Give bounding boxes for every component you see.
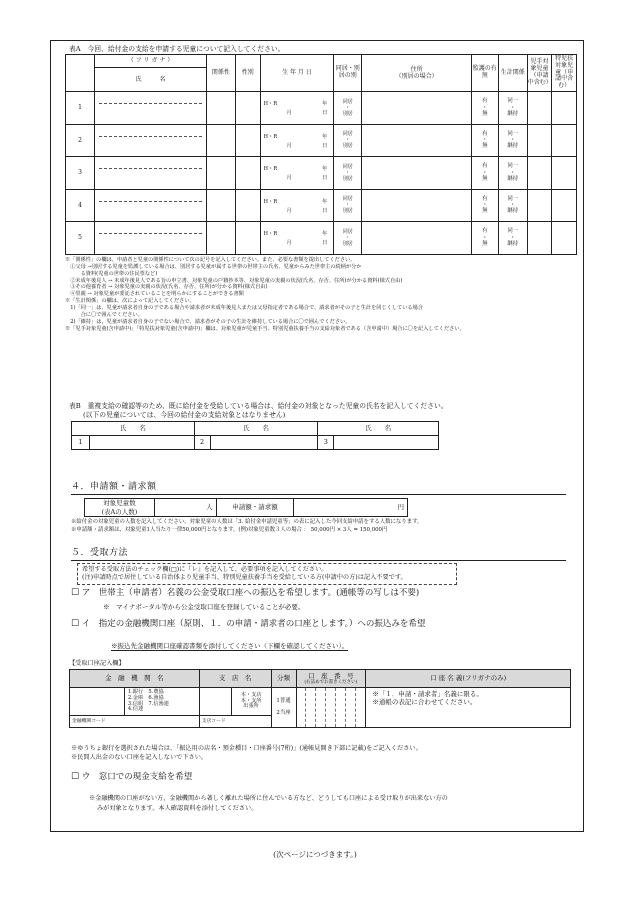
address-field[interactable] (362, 222, 472, 255)
care-yes: 有 (482, 98, 488, 105)
account-number-field[interactable] (296, 688, 366, 728)
child-name-field[interactable] (95, 92, 207, 125)
livelihood-maintain: 継持 (507, 175, 519, 182)
child-name-field[interactable] (95, 157, 207, 190)
table-a (65, 54, 577, 255)
cohab-opt-dot: ・ (345, 234, 351, 241)
address-field[interactable] (362, 92, 472, 125)
table-b-num-1: 1 (72, 436, 90, 450)
cohab-opt-1: 同居 (342, 98, 353, 105)
table-a-title: 表A 今回、給付金の支給を申請する児童について記入してください。 (69, 45, 285, 53)
livelihood-maintain: 継持 (507, 208, 519, 215)
account-digit-box[interactable] (336, 688, 346, 727)
table-a-row (66, 189, 577, 222)
option-a-note: ※ マイナポータル等から公金受取口座を登録していることが必要。 (103, 603, 305, 611)
account-holder-header: 口 座 名 義(フリガナのみ) (366, 670, 571, 688)
furigana-divider (99, 103, 202, 104)
sex-header: 性別 (235, 55, 260, 92)
dob-month: 月 (286, 207, 292, 214)
cohab-opt-2: 別居 (342, 143, 353, 150)
care-yes: 有 (482, 130, 488, 137)
care-header: 監護の有無 (471, 55, 498, 92)
dob-day: 日 (322, 175, 328, 181)
livelihood-dot: ・ (510, 169, 516, 176)
page-footer: (次ページにつづきます。) (273, 850, 357, 859)
livelihood-maintain: 継持 (507, 240, 519, 247)
address-header: 住所 （別居の場合） (362, 55, 472, 92)
table-a-row (66, 222, 577, 255)
receipt-notice-2: (注)申請時点で居住している自治体より児童手当、特別児童扶養手当を受給している方(申請中の方)は記入不要です。 (82, 574, 407, 582)
dob-field[interactable] (260, 222, 334, 255)
relation-field[interactable] (206, 92, 235, 125)
cohab-opt-2: 別居 (342, 110, 353, 117)
row-number: 2 (66, 124, 95, 157)
cohab-option[interactable] (334, 124, 362, 157)
cohab-option[interactable] (334, 189, 362, 222)
address-field[interactable] (362, 189, 472, 222)
section-4-note-2: ※申請額・請求額は、対象児童1人当たり一律50,000円となります。(例)対象児童数３人の場合 ： 50,000円 × 3人 = 150,000円 (71, 527, 388, 533)
account-digit-box[interactable] (326, 688, 336, 727)
cohab-opt-1: 同居 (342, 228, 353, 235)
bank-name-header: 金 融 機 関 名 (70, 670, 200, 688)
care-dot: ・ (482, 234, 488, 241)
dob-field[interactable] (260, 92, 334, 125)
dob-field[interactable] (260, 124, 334, 157)
cohab-opt-1: 同居 (342, 196, 353, 203)
care-option[interactable] (471, 92, 498, 125)
option-u (71, 772, 192, 783)
table-b (71, 421, 439, 450)
dob-year: 年 (322, 166, 328, 172)
account-digit-box[interactable] (346, 688, 356, 727)
receipt-notice-box (77, 563, 457, 585)
dob-day: 日 (322, 110, 328, 116)
dob-field[interactable] (260, 157, 334, 190)
relation-header: 関係性 (206, 55, 235, 92)
dob-month: 月 (286, 175, 292, 181)
address-field[interactable] (362, 124, 472, 157)
child-count-label (85, 499, 155, 517)
furigana-header: （ フ リ ガ ナ ） (95, 55, 207, 68)
option-a-checkbox[interactable]: ☐ (71, 588, 80, 598)
livelihood-dot: ・ (510, 234, 516, 241)
table-a-note-line: ※「児手対象児童(含申請中)」「特児扶対象児童(含申請中)」欄は、対象児童が児童手当、特別児童扶養手当の支給対象者である（含申請中）場合に〇を記入してください。 (65, 325, 465, 332)
account-note-1: ※ゆうちょ銀行を選択された場合は、「振込用の店名・預金種目・口座番号(7桁)」(通帳見開き下部に記載)をご記入ください。 (71, 745, 422, 752)
target1-header: 児手対象児童（申請中含む） (527, 55, 552, 92)
table-a-note-line: 合に〇で囲んでください。 (65, 311, 143, 318)
account-note-2: ※民間人出金のない口座を記入しないで下さい。 (71, 754, 208, 761)
cohab-option[interactable] (334, 92, 362, 125)
amount-label: 申請額・請求額 (216, 499, 294, 517)
target1-field[interactable] (527, 189, 552, 222)
livelihood-option[interactable] (498, 124, 527, 157)
child-count-label-2: (表Aの人数) (101, 507, 138, 516)
target2-field[interactable] (552, 124, 577, 157)
target2-field[interactable] (552, 92, 577, 125)
section-5-divider (71, 560, 566, 561)
livelihood-header: 生計関係 (498, 55, 527, 92)
dob-day: 日 (322, 207, 328, 214)
account-type-options[interactable] (271, 688, 296, 728)
table-a-note-line: 2)「維持」は、児童が請求者自身の子でない場合で、請求者がその子の生計を維持している場合に〇で囲んでください。 (65, 318, 351, 325)
account-number-digits (297, 688, 366, 727)
sex-field[interactable] (235, 189, 260, 222)
dob-month: 月 (286, 240, 292, 246)
target1-field[interactable] (527, 92, 552, 125)
livelihood-maintain: 継持 (507, 110, 519, 117)
table-b-name-header-2: 氏 名 (194, 422, 318, 436)
branch-name-field[interactable] (199, 688, 231, 716)
livelihood-option[interactable] (498, 92, 527, 125)
livelihood-option[interactable] (498, 189, 527, 222)
account-type-ordinary: 1普通 (276, 697, 291, 704)
table-a-row (66, 124, 577, 157)
branch-type-options: 本・支店 本・支所 出張所 (231, 688, 271, 716)
care-dot: ・ (482, 137, 488, 144)
livelihood-option[interactable] (498, 222, 527, 255)
branch-code-label: 支店コード (201, 718, 226, 724)
livelihood-same: 同一 (507, 195, 519, 202)
table-a-note-line: る資料(児童の世帯の住民票など) (65, 270, 158, 277)
amount-table (84, 498, 408, 517)
account-table (69, 669, 571, 728)
cohab-opt-2: 別居 (342, 175, 353, 182)
table-a-row (66, 157, 577, 190)
section-4-divider (71, 494, 566, 495)
care-option[interactable] (471, 157, 498, 190)
address-field[interactable] (362, 157, 472, 190)
option-i-label: イ 指定の金融機関口座（原則、１．の申請・請求者の口座とします。）への振込みを希望 (81, 619, 426, 629)
unit-people: 人 (206, 503, 213, 512)
bank-type-options: 1.銀行 5.農協 2.金庫 6.漁協 3.信組 7.信漁連 4.信連 (124, 688, 199, 716)
child-name-field[interactable] (95, 222, 207, 255)
care-no: 無 (482, 175, 488, 182)
option-i (71, 619, 425, 630)
row-number-header (66, 55, 95, 92)
sex-field[interactable] (235, 92, 260, 125)
table-b-name-field-1[interactable] (89, 436, 194, 450)
furigana-divider (99, 136, 202, 137)
dob-field[interactable] (260, 189, 334, 222)
dob-month: 月 (286, 110, 292, 116)
row-number: 3 (66, 157, 95, 190)
table-a-row (66, 92, 577, 125)
dob-header: 生 年 月 日 (260, 55, 334, 92)
livelihood-dot: ・ (510, 202, 516, 208)
account-digit-box[interactable] (316, 688, 326, 727)
account-holder-note-2: ※通帳の表記に合わせてください。 (372, 698, 477, 707)
dob-era: H・R (263, 101, 278, 107)
target2-header: 特児扶対象児童（申請中含む） (552, 55, 577, 92)
care-option[interactable] (471, 124, 498, 157)
dob-era: H・R (263, 133, 278, 140)
account-holder-field[interactable] (366, 688, 571, 728)
account-number-header (296, 670, 366, 688)
livelihood-dot: ・ (510, 137, 516, 143)
form-frame (50, 40, 584, 832)
care-option[interactable] (471, 189, 498, 222)
furigana-divider (99, 168, 202, 169)
cohab-opt-dot: ・ (345, 137, 351, 144)
target2-field[interactable] (552, 157, 577, 190)
option-u-label: ウ 窓口での現金支給を希望 (81, 772, 193, 782)
table-b-subtitle: (以下の児童については、今回の給付金の支給対象とはなりません) (83, 411, 286, 419)
care-dot: ・ (482, 202, 488, 209)
cohab-opt-dot: ・ (345, 104, 351, 111)
table-a-note-line: ※「関係性」の欄は、申請者と児童の関係性について次の記号を記入してください。また、必要な書類を提出してください。 (65, 257, 356, 263)
child-name-field[interactable] (95, 124, 207, 157)
table-b-num-2: 2 (194, 436, 210, 450)
care-no: 無 (482, 208, 488, 215)
name-header: 氏 名 (95, 68, 207, 92)
section-5-title: ５．受取方法 (71, 548, 129, 558)
dob-year: 年 (322, 133, 328, 140)
option-i-checkbox[interactable]: ☐ (71, 619, 80, 629)
table-b-name-header-3: 氏 名 (318, 422, 439, 436)
table-a-note-line: ①父母 →別居する児童を監護している場合は、別居する児童が属する世帯の世帯主の氏名、児童からみた世帯主の続柄が分か (65, 263, 362, 270)
branch-code-field[interactable] (199, 716, 271, 728)
cohab-opt-2: 別居 (342, 240, 353, 247)
row-number: 1 (66, 92, 95, 125)
livelihood-option[interactable] (498, 157, 527, 190)
cohab-opt-1: 同居 (342, 163, 353, 170)
relation-field[interactable] (206, 189, 235, 222)
bank-code-label: 金融機関コード (72, 718, 106, 724)
table-a-note-line: ※「生計関係」の欄は、次によって記入してください。 (65, 298, 195, 305)
bank-name-field[interactable] (70, 688, 125, 716)
livelihood-same: 同一 (507, 98, 519, 105)
table-a-note-line: ④里親 → 対象児童が委託されていることを明らかにすることができる書類 (65, 291, 244, 298)
table-b-name-header-1: 氏 名 (72, 422, 195, 436)
livelihood-same: 同一 (507, 228, 519, 235)
relation-field[interactable] (206, 157, 235, 190)
furigana-divider (99, 201, 202, 202)
section-4-title: ４．申請額・請求額 (71, 482, 157, 492)
account-digit-box[interactable] (356, 688, 365, 727)
care-no: 無 (482, 240, 488, 247)
child-count-label-1: 対象児童数 (103, 499, 136, 508)
table-a-notes (65, 257, 580, 332)
livelihood-dot: ・ (510, 104, 516, 111)
target1-field[interactable] (527, 124, 552, 157)
dob-era: H・R (263, 231, 278, 237)
table-b-title: 表B 重複支給の確認等のため、既に給付金を受給している場合は、給付金の対象となった児童の氏名を記入してください。 (69, 402, 448, 410)
target2-field[interactable] (552, 189, 577, 222)
cohab-opt-dot: ・ (345, 202, 351, 209)
target2-field[interactable] (552, 222, 577, 255)
table-b-num-3: 3 (318, 436, 334, 450)
account-type-header: 分類 (271, 670, 296, 688)
care-option[interactable] (471, 222, 498, 255)
care-no: 無 (482, 143, 488, 150)
option-u-note-2: みが対象となります。本人確認資料を添付してください。 (97, 805, 258, 812)
dob-year: 年 (322, 231, 328, 237)
option-a (71, 588, 419, 599)
option-u-note-1: ※金融機関の口座がない方、金融機関から著しく離れた場所に住んでいる方など、どうしても口座による受け取りが出来ない方の (89, 795, 448, 802)
table-b-name-field-3[interactable] (334, 436, 439, 450)
care-no: 無 (482, 110, 488, 117)
receipt-notice-1: 希望する受取方法のチェック欄(□)に『レ』を記入して、必要事項を記入してください。 (82, 566, 328, 573)
cohab-option[interactable] (334, 157, 362, 190)
relation-field[interactable] (206, 222, 235, 255)
bank-code-field[interactable] (70, 716, 200, 728)
cohab-opt-2: 別居 (342, 208, 353, 215)
dob-year: 年 (322, 101, 328, 107)
livelihood-maintain: 継持 (507, 143, 519, 150)
table-a-note-line: 1)「同一」は、児童が請求者自身の子である場合や請求者が未成年後見人または父母指定者である場合で、請求者がその子と生計を同じくしている場合 (65, 305, 423, 312)
table-a-note-line: ③その他養育者 → 対象児童の実親の状況(氏名、存否、住所)が分かる資料(様式自由) (65, 284, 268, 291)
care-dot: ・ (482, 169, 488, 176)
care-yes: 有 (482, 163, 488, 170)
care-yes: 有 (482, 228, 488, 235)
table-a-note-line: ②未成年後見人 → 未成年後見人である旨の申立書、対象児童の戸籍抄本等、対象児童の実親の状況(氏名、存否、住所)が分かる資料(様式自由) (65, 277, 403, 284)
dob-year: 年 (322, 198, 328, 205)
account-digit-box[interactable] (306, 688, 316, 727)
account-holder-note-1: ※「１．申請・請求者」名義に限る。 (372, 690, 483, 698)
option-a-label: ア 世帯主（申請者）名義の公金受取口座への振込を希望します。(通帳等の写しは不要) (81, 588, 420, 598)
cohab-opt-dot: ・ (345, 169, 351, 176)
livelihood-same: 同一 (507, 130, 519, 137)
option-i-note: ※振込先金融機関口座確認書類を添付してください（下欄を確認してください）。 (111, 642, 349, 650)
furigana-divider (99, 233, 202, 234)
account-digit-box[interactable] (297, 688, 307, 727)
sex-field[interactable] (235, 157, 260, 190)
dob-era: H・R (263, 198, 278, 205)
sex-field[interactable] (235, 222, 260, 255)
dob-era: H・R (263, 166, 278, 172)
livelihood-same: 同一 (507, 163, 519, 170)
dob-day: 日 (322, 240, 328, 246)
account-number-header-sub: (右詰めでお書きください) (304, 679, 358, 685)
care-dot: ・ (482, 104, 488, 111)
dob-day: 日 (322, 142, 328, 149)
sex-field[interactable] (235, 124, 260, 157)
cohab-opt-1: 同居 (342, 131, 353, 138)
child-count-field[interactable] (154, 499, 216, 517)
account-number-header-label: 口 座 番 号 (308, 671, 354, 680)
row-number: 4 (66, 189, 95, 222)
section-4-note-1: ※給付金の対象児童の人数を記入してください。対象児童の人数は「3. 給付金申請児童等」の表に記入した今回支給申請をする人数になります。 (71, 519, 423, 525)
amount-field[interactable] (294, 499, 408, 517)
cohab-option[interactable] (334, 222, 362, 255)
dob-month: 月 (286, 142, 292, 149)
option-u-checkbox[interactable]: ☐ (71, 772, 80, 782)
target1-field[interactable] (527, 222, 552, 255)
row-number: 5 (66, 222, 95, 255)
relation-field[interactable] (206, 124, 235, 157)
child-name-field[interactable] (95, 189, 207, 222)
care-yes: 有 (482, 195, 488, 202)
table-b-name-field-2[interactable] (210, 436, 318, 450)
cohab-header: 同居・別居の別 (334, 55, 362, 92)
target1-field[interactable] (527, 157, 552, 190)
account-type-current: 2当座 (276, 709, 291, 716)
branch-name-header: 支 店 名 (199, 670, 271, 688)
unit-yen: 円 (397, 503, 404, 512)
account-box-title: 【受取口座記入欄】 (69, 660, 125, 667)
